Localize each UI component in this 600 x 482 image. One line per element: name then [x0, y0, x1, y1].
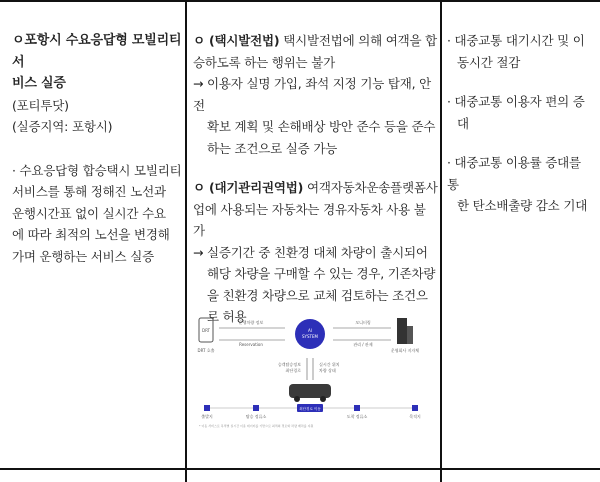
- top-right-text: 모니터링: [355, 320, 371, 325]
- regulation-2-line: → 실증기간 중 친환경 대체 차량이 출시되어: [193, 244, 428, 260]
- regulation-2-line: 업에 사용되는 자동차는 경유자동차 사용 불: [193, 201, 426, 217]
- regulation-1-line: 승하도록 하는 행위는 불가: [193, 54, 335, 70]
- effect-item: · 대중교통 이용률 증대를 통: [447, 155, 581, 192]
- top-left-text: 운행차량 정보: [238, 320, 264, 325]
- diagram-footnote: * 이동 서비스로 목적별 실시간 이용 데이터를 기반으로 최적의 경로와 차량 배차를 지원: [199, 424, 314, 428]
- building-icon-part: [407, 326, 413, 344]
- mid-left-text-1: 승객탑승정보: [277, 362, 301, 367]
- bottom-left-text: Reservation: [239, 342, 263, 347]
- service-diagram-svg: [193, 310, 439, 430]
- regulation-2-line: 해당 차량을 구매할 수 있는 경우, 기존차량: [207, 266, 436, 281]
- project-desc-line: 가며 운행하는 서비스 실증: [12, 248, 154, 264]
- mid-left-text-2: 최단경로: [285, 368, 301, 373]
- regulation-1-line: 확보 계획 및 손해배상 방안 준수 등을 준수: [207, 119, 436, 134]
- regulation-2-line: 을 친환경 차량으로 교체 검토하는 조건으: [207, 287, 428, 303]
- van-icon: [289, 384, 331, 398]
- stop-label: 탑승 정류소: [245, 414, 267, 419]
- regulation-1-line: → 이용자 실명 가입, 좌석 지정 기능 탑재, 안전: [193, 76, 432, 113]
- hub-label-2: SYSTEM: [302, 334, 318, 339]
- demo-region: (실증지역: 포항시): [12, 119, 113, 134]
- stop-label: 목적지: [409, 414, 421, 419]
- hub-label-1: AI: [308, 328, 312, 333]
- company-name: (포티투닷): [12, 97, 69, 113]
- building-icon: [397, 318, 407, 344]
- regulation-1-rest: 택시발전법에 의해 여객을 합: [279, 33, 438, 48]
- stop-marker: [354, 405, 360, 411]
- mid-right-text-2: 차량 상태: [319, 368, 336, 373]
- effect-item: 동시간 절감: [457, 54, 521, 70]
- stop-label: 도착 정류소: [346, 414, 368, 419]
- phone-label: DRT: [201, 328, 211, 333]
- van-wheel: [294, 396, 300, 402]
- regulation-1-line: 하는 조건으로 실증 가능: [207, 140, 338, 156]
- service-diagram: [193, 310, 439, 430]
- regulation-1-lead: ㅇ (택시발전법): [193, 33, 280, 48]
- regulation-column: [193, 30, 439, 328]
- stop-marker: [253, 405, 259, 411]
- project-desc-line: · 수요응답형 합승택시 모빌리티: [12, 162, 182, 178]
- project-desc-line: 운행시간표 없이 실시간 수요: [12, 205, 166, 221]
- effect-item: 한 탄소배출량 감소 기대: [457, 198, 588, 213]
- regulation-2-rest: 여객자동차운송플랫폼사: [303, 180, 438, 195]
- stop-marker: [412, 405, 418, 411]
- route-label: 최단경로 이동: [299, 407, 321, 411]
- stop-label: 출발지: [201, 414, 213, 419]
- effect-column: [447, 30, 593, 217]
- regulation-1-heading: [193, 30, 439, 52]
- effect-item: · 대중교통 이용자 편의 증: [447, 94, 585, 109]
- project-title-line2: 비스 실증: [12, 76, 66, 91]
- regulation-2-heading: [193, 177, 439, 199]
- project-desc-line: 서비스를 통해 정해진 노선과: [12, 184, 166, 199]
- left-caption: DRT 호출: [197, 348, 215, 353]
- effect-item: · 대중교통 대기시간 및 이: [447, 33, 585, 48]
- bottom-right-text: 관리 / 관제: [353, 342, 373, 347]
- van-wheel: [320, 396, 326, 402]
- mid-right-text-1: 실시간 위치: [319, 362, 340, 367]
- project-column: [12, 30, 182, 267]
- table-bottom-border: [0, 468, 600, 470]
- project-title-line1: ㅇ포항시 수요응답형 모빌리티 서: [12, 33, 182, 70]
- regulation-2-line: 로 허용: [207, 309, 247, 324]
- project-desc-line: 에 따라 최적의 노선을 변경해: [12, 227, 170, 242]
- column-divider-2: [440, 0, 442, 482]
- effect-item: 대: [457, 115, 469, 131]
- column-divider-1: [185, 0, 187, 482]
- regulation-2-lead: ㅇ (대기관리권역법): [193, 180, 304, 195]
- table-top-border: [0, 0, 600, 2]
- regulation-2-line: 가: [193, 223, 205, 238]
- stop-marker: [204, 405, 210, 411]
- right-caption: 운영회사 지자체: [390, 348, 420, 353]
